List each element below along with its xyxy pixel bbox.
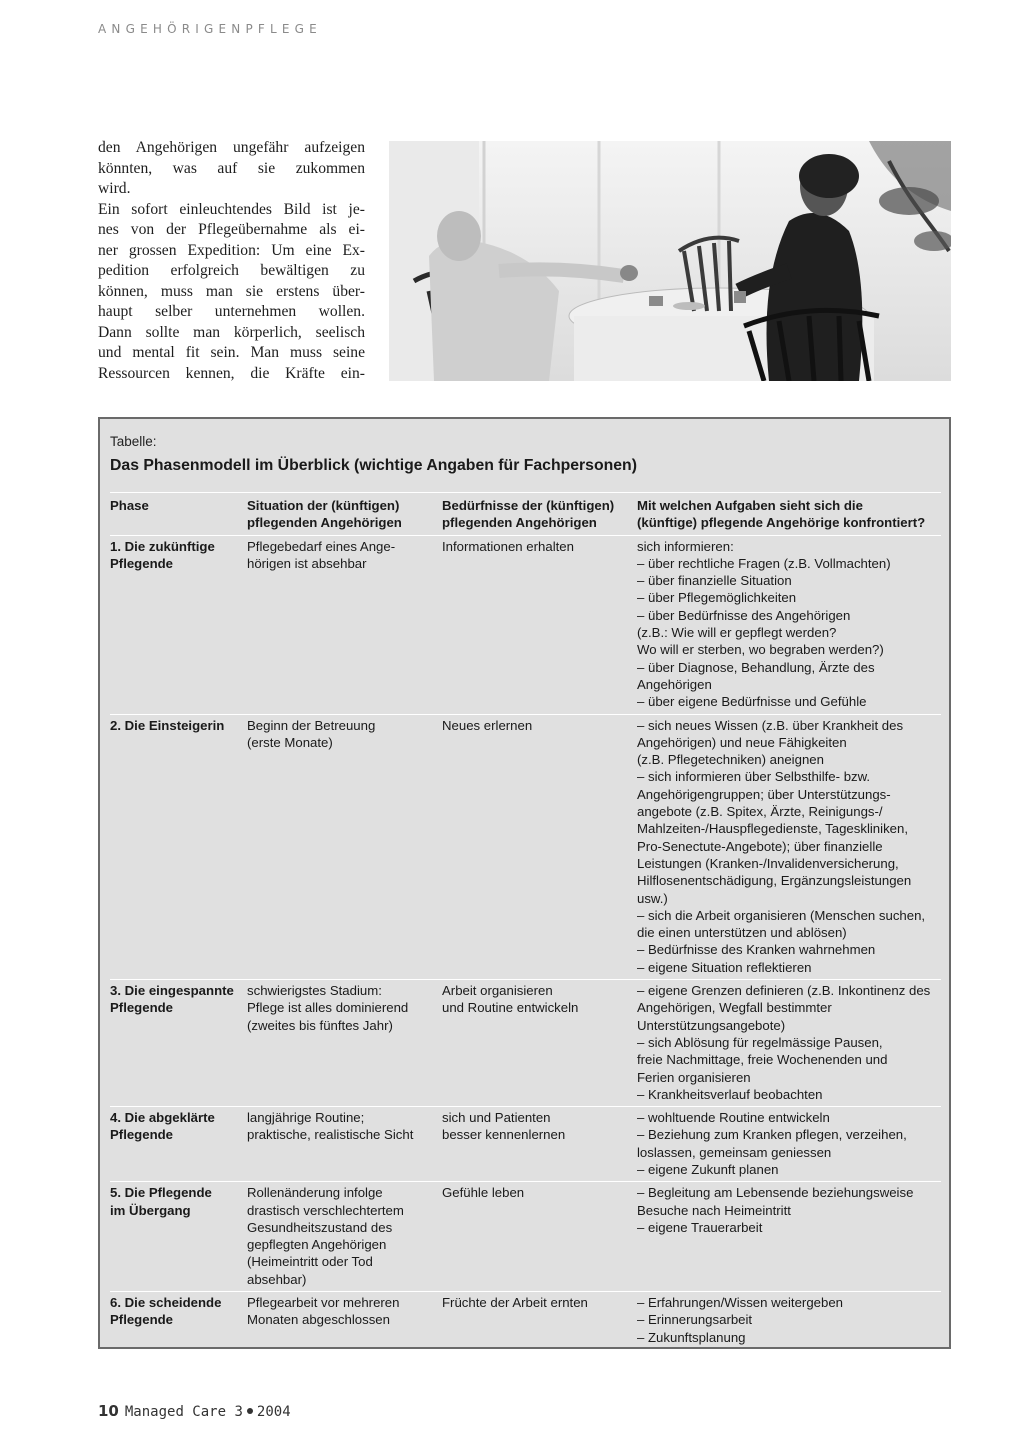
table-cell-needs	[442, 1184, 637, 1288]
text-line: (z.B.: Wie will er gepflegt werden?	[637, 625, 837, 641]
table-cell-phase	[110, 982, 247, 1103]
text-line: Rollenänderung infolge	[247, 1185, 383, 1201]
text-line: (Heimeintritt oder Tod	[247, 1254, 373, 1270]
table-title: Das Phasenmodell im Überblick (wichtige Angaben für Fachpersonen)	[110, 457, 637, 474]
body-line: wird.	[98, 180, 131, 197]
text-line: Monaten abgeschlossen	[247, 1312, 390, 1328]
text-line: pflegenden Angehörigen	[442, 515, 597, 531]
text-line: (zweites bis fünftes Jahr)	[247, 1017, 393, 1033]
text-line: Leistungen (Kranken-/Invalidenversicherung,	[637, 855, 899, 871]
text-line: (künftige) pflegende Angehörige konfrontiert?	[637, 515, 926, 531]
text-line: Pflegende	[110, 1127, 174, 1143]
text-line: Unterstützungsangebote)	[637, 1017, 786, 1033]
text-line: – über finanzielle Situation	[637, 573, 792, 589]
table-header-cell	[247, 497, 442, 532]
text-line: angebote (z.B. Spitex, Ärzte, Reinigungs-/	[637, 804, 883, 820]
text-line: hörigen ist absehbar	[247, 555, 367, 571]
table-cell-phase	[110, 717, 247, 976]
body-line: haupt selber unternehmen wollen.	[98, 303, 365, 320]
text-line: Informationen erhalten	[442, 538, 574, 554]
text-line: Pflege ist alles dominierend	[247, 1000, 409, 1016]
text-line: Angehörigen, Wegfall bestimmter	[637, 1000, 832, 1016]
table-header-row	[110, 492, 941, 535]
table-header-cell	[637, 497, 941, 532]
text-line: – über Bedürfnisse des Angehörigen	[637, 607, 851, 623]
text-line: pflegenden Angehörigen	[247, 515, 402, 531]
table-caption: Tabelle:	[110, 434, 157, 449]
text-line: Pro-Senectute-Angebote); über finanzielle	[637, 838, 883, 854]
table-row	[110, 1181, 941, 1291]
issue-number: 3	[234, 1404, 243, 1420]
text-line: langjährige Routine;	[247, 1110, 365, 1126]
table-row	[110, 979, 941, 1106]
page-number: 10	[98, 1402, 119, 1420]
text-line: Früchte der Arbeit ernten	[442, 1295, 588, 1311]
issue-year: 2004	[256, 1404, 291, 1420]
table-cell-needs	[442, 717, 637, 976]
text-line: Angehörigen) und neue Fähigkeiten	[637, 734, 847, 750]
text-line: Arbeit organisieren	[442, 983, 553, 999]
table-header-cell	[110, 497, 247, 532]
table-cell-tasks	[637, 538, 941, 711]
phase-model-table	[110, 492, 941, 1351]
text-line: Mit welchen Aufgaben sieht sich die	[637, 498, 863, 513]
table-row	[110, 535, 941, 714]
text-line: schwierigstes Stadium:	[247, 983, 382, 999]
table-cell-tasks	[637, 717, 941, 976]
text-line: Beginn der Betreuung	[247, 717, 376, 733]
table-cell-situation	[247, 1294, 442, 1346]
table-cell-tasks	[637, 1294, 941, 1346]
text-line: – Krankheitsverlauf beobachten	[637, 1086, 823, 1102]
text-line: besser kennenlernen	[442, 1127, 566, 1143]
text-line: – über eigene Bedürfnisse und Gefühle	[637, 694, 867, 710]
text-line: Wo will er sterben, wo begraben werden?)	[637, 642, 884, 658]
text-line: praktische, realistische Sicht	[247, 1127, 414, 1143]
body-line: und mental fit sein. Man muss seine	[98, 344, 365, 361]
table-cell-needs	[442, 1109, 637, 1178]
body-line: Ein sofort einleuchtendes Bild ist je-	[98, 200, 365, 218]
body-text-column	[98, 138, 365, 384]
text-line: die einen unterstützen und ablösen)	[637, 925, 847, 941]
text-line: Ferien organisieren	[637, 1069, 751, 1085]
table-cell-situation	[247, 1109, 442, 1178]
text-line: drastisch verschlechtertem	[247, 1202, 404, 1218]
table-cell-situation	[247, 717, 442, 976]
text-line: – über Pflegemöglichkeiten	[637, 590, 797, 606]
text-line: Situation der (künftigen)	[247, 498, 400, 513]
text-line: – über Diagnose, Behandlung, Ärzte des	[637, 659, 875, 675]
phase-model-table-box	[98, 417, 951, 1349]
text-line: sich informieren:	[637, 538, 734, 554]
text-line: – Begleitung am Lebensende beziehungsweise	[637, 1185, 914, 1201]
text-line: – eigene Grenzen definieren (z.B. Inkontinenz des	[637, 983, 931, 999]
text-line: – eigene Trauerarbeit	[637, 1219, 763, 1235]
text-line: Gesundheitszustand des	[247, 1219, 393, 1235]
text-line: 6. Die scheidende	[110, 1295, 222, 1311]
text-line: – sich neues Wissen (z.B. über Krankheit des	[637, 717, 904, 733]
body-paragraph	[98, 138, 365, 200]
text-line: loslassen, gemeinsam geniessen	[637, 1144, 832, 1160]
table-cell-situation	[247, 1184, 442, 1288]
text-line: Mahlzeiten-/Hauspflegedienste, Tageskliniken,	[637, 821, 908, 837]
text-line: – eigene Situation reflektieren	[637, 959, 812, 975]
table-cell-tasks	[637, 982, 941, 1103]
text-line: – sich Ablösung für regelmässige Pausen,	[637, 1034, 883, 1050]
text-line: – Erfahrungen/Wissen weitergeben	[637, 1295, 843, 1311]
body-line: Dann sollte man körperlich, seelisch	[98, 323, 365, 341]
text-line: freie Nachmittage, freie Wochenenden und	[637, 1052, 888, 1068]
running-head: ANGEHÖRIGENPFLEGE	[98, 22, 322, 36]
table-row	[110, 1106, 941, 1181]
text-line: Neues erlernen	[442, 717, 533, 733]
body-line: ner grossen Expedition: Um eine Ex-	[98, 241, 365, 259]
text-line: im Übergang	[110, 1202, 191, 1218]
body-line: könnten, was auf sie zukommen	[98, 159, 365, 177]
table-row	[110, 1291, 941, 1349]
text-line: Pflegearbeit vor mehreren	[247, 1295, 400, 1311]
text-line: – Beziehung zum Kranken pflegen, verzeihen,	[637, 1127, 907, 1143]
table-cell-needs	[442, 538, 637, 711]
table-row	[110, 714, 941, 979]
text-line: absehbar)	[247, 1271, 307, 1287]
text-line: 5. Die Pflegende	[110, 1185, 212, 1201]
table-cell-needs	[442, 1294, 637, 1346]
text-line: 4. Die abgeklärte	[110, 1110, 215, 1126]
text-line: Gefühle leben	[442, 1185, 525, 1201]
table-cell-tasks	[637, 1184, 941, 1288]
text-line: – wohltuende Routine entwickeln	[637, 1110, 830, 1126]
text-line: Pflegebedarf eines Ange-	[247, 538, 396, 554]
table-cell-phase	[110, 1109, 247, 1178]
text-line: (erste Monate)	[247, 734, 333, 750]
table-cell-situation	[247, 982, 442, 1103]
text-line: (z.B. Pflegetechniken) aneignen	[637, 752, 824, 768]
journal-name: Managed Care	[124, 1404, 227, 1420]
text-line: Angehörigengruppen; über Unterstützungs-	[637, 786, 891, 802]
text-line: – über rechtliche Fragen (z.B. Vollmachten)	[637, 555, 891, 571]
body-line: den Angehörigen ungefähr aufzeigen	[98, 139, 365, 156]
text-line: sich und Patienten	[442, 1110, 551, 1126]
text-line: Pflegende	[110, 1000, 174, 1016]
text-line: und Routine entwickeln	[442, 1000, 579, 1016]
body-line: können, muss man sie erstens über-	[98, 282, 365, 300]
table-cell-situation	[247, 538, 442, 711]
table-cell-phase	[110, 1294, 247, 1346]
text-line: – sich die Arbeit organisieren (Menschen suchen,	[637, 907, 926, 923]
text-line: Pflegende	[110, 1312, 174, 1328]
text-line: 2. Die Einsteigerin	[110, 717, 225, 733]
table-header-cell	[442, 497, 637, 532]
text-line: – Zukunftsplanung	[637, 1329, 746, 1345]
text-line: Phase	[110, 498, 149, 513]
body-paragraph	[98, 200, 365, 385]
text-line: Hilflosenentschädigung, Ergänzungsleistungen	[637, 873, 912, 889]
table-cell-phase	[110, 538, 247, 711]
text-line: – sich informieren über Selbsthilfe- bzw.	[637, 769, 871, 785]
table-cell-phase	[110, 1184, 247, 1288]
text-line: 1. Die zukünftige	[110, 538, 215, 554]
text-line: – eigene Zukunft planen	[637, 1161, 779, 1177]
text-line: Pflegende	[110, 555, 174, 571]
text-line: – Erinnerungsarbeit	[637, 1312, 753, 1328]
text-line: Bedürfnisse der (künftigen)	[442, 498, 615, 513]
table-bottom-rule	[110, 1349, 941, 1351]
text-line: gepflegten Angehörigen	[247, 1237, 387, 1253]
photo-two-women-at-table	[389, 141, 951, 381]
text-line: usw.)	[637, 890, 668, 906]
text-line: 3. Die eingespannte	[110, 983, 234, 999]
text-line: Besuche nach Heimeintritt	[637, 1202, 791, 1218]
body-line: Ressourcen kennen, die Kräfte ein-	[98, 364, 365, 382]
page-footer	[98, 1402, 291, 1420]
body-line: nes von der Pflegeübernahme als ei-	[98, 221, 365, 238]
bullet-dot	[247, 1408, 253, 1414]
text-line: Angehörigen	[637, 676, 712, 692]
text-line: – Bedürfnisse des Kranken wahrnehmen	[637, 942, 876, 958]
table-cell-needs	[442, 982, 637, 1103]
table-cell-tasks	[637, 1109, 941, 1178]
body-line: pedition erfolgreich bewältigen zu	[98, 262, 365, 279]
